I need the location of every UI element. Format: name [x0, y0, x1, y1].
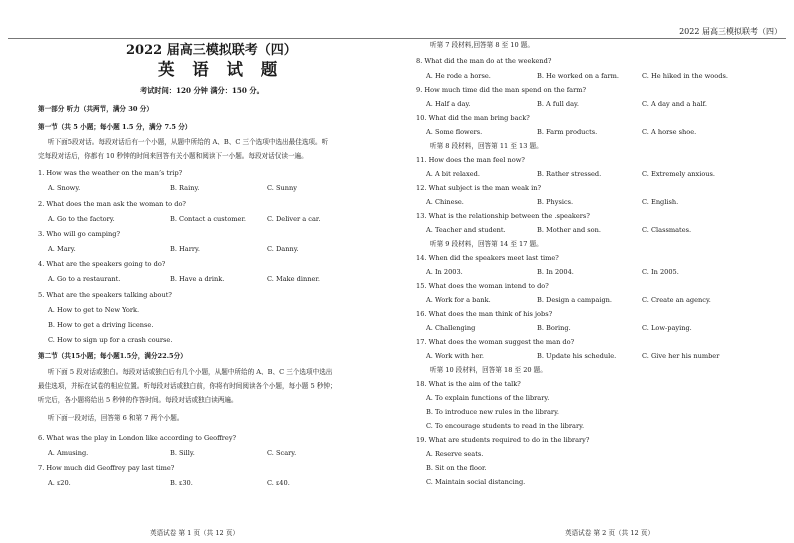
option: A. Chinese.: [426, 198, 464, 206]
option: C. Scary.: [267, 449, 297, 457]
option: C. Sunny: [267, 184, 297, 192]
option: A. Mary.: [48, 245, 76, 253]
option: C. Extremely anxious.: [642, 170, 716, 178]
option: C. Maintain social distancing.: [426, 478, 526, 486]
question: 3. Who will go camping?: [38, 230, 121, 238]
option: A. Teacher and student.: [426, 226, 506, 234]
option: C. Deliver a car.: [267, 215, 321, 223]
option: B. To introduce new rules in the library.: [426, 408, 560, 416]
option: C. English.: [642, 198, 679, 206]
option: B. Silly.: [170, 449, 195, 457]
page-header: [0, 0, 794, 40]
option: B. ₤30.: [170, 479, 193, 487]
listening-note: 听第 7 段材料,回答第 8 至 10 题。: [430, 41, 534, 49]
option: B. A full day.: [537, 100, 579, 108]
option: B. Update his schedule.: [537, 352, 617, 360]
option: B. Have a drink.: [170, 275, 225, 283]
option: A. A bit relaxed.: [426, 170, 480, 178]
header-divider: [8, 38, 786, 39]
option: A. Challenging: [426, 324, 476, 332]
option: B. Mother and son.: [537, 226, 601, 234]
question: 10. What did the man bring back?: [416, 114, 530, 122]
option: A. Work with her.: [426, 352, 484, 360]
page-footer-right: 英语试卷 第 2 页（共 12 页）: [565, 529, 655, 537]
option: C. To encourage students to read in the library.: [426, 422, 585, 430]
question: 15. What does the woman intend to do?: [416, 282, 549, 290]
question: 11. How does the man feel now?: [416, 156, 525, 164]
option: B. Design a campaign.: [537, 296, 613, 304]
exam-info: 考试时间：120 分钟 满分：150 分。: [140, 86, 264, 95]
subject-title: 英 语 试 题: [158, 60, 284, 79]
exam-title: 2022 届高三模拟联考（四）: [126, 43, 297, 58]
option: B. Boring.: [537, 324, 571, 332]
option: A. ₤20.: [48, 479, 71, 487]
question: 1. How was the weather on the man’s trip?: [38, 169, 183, 177]
question: 8. What did the man do at the weekend?: [416, 57, 552, 65]
option: C. ₤40.: [267, 479, 290, 487]
option: C. Low-paying.: [642, 324, 692, 332]
question: 18. What is the aim of the talk?: [416, 380, 521, 388]
section-heading: 第一节（共 5 小题；每小题 1.5 分，满分 7.5 分）: [38, 123, 192, 131]
option: B. He worked on a farm.: [537, 72, 619, 80]
option: C. Give her his number: [642, 352, 720, 360]
option: A. Go to a restaurant.: [48, 275, 121, 283]
option: C. Create an agency.: [642, 296, 711, 304]
listening-note: 听第 10 段材料，回答第 18 至 20 题。: [430, 366, 547, 374]
option: A. Half a day.: [426, 100, 471, 108]
question: 19. What are students required to do in the library?: [416, 436, 590, 444]
option: C. A day and a half.: [642, 100, 707, 108]
option: A. He rode a horse.: [426, 72, 491, 80]
question: 17. What does the woman suggest the man do?: [416, 338, 575, 346]
option: A. Go to the factory.: [48, 215, 115, 223]
option: B. Rainy.: [170, 184, 200, 192]
option: B. In 2004.: [537, 268, 574, 276]
listening-note: 听下面一段对话，回答第 6 和第 7 两个小题。: [48, 414, 184, 422]
question: 13. What is the relationship between the .speakers?: [416, 212, 590, 220]
option: A. Snowy.: [48, 184, 81, 192]
part-heading: 第一部分 听力（共两节，满分 30 分）: [38, 105, 153, 113]
instructions: 听下面5段对话。每段对话后有一个小题，从题中所给的 A、B、C 三个选项中选出最佳选项。听: [48, 138, 329, 146]
question: 2. What does the man ask the woman to do?: [38, 200, 186, 208]
option: C. Danny.: [267, 245, 299, 253]
option: B. Rather stressed.: [537, 170, 602, 178]
option: C. In 2005.: [642, 268, 679, 276]
option: C. How to sign up for a crash course.: [48, 336, 173, 344]
listening-note: 听第 9 段材料，回答第 14 至 17 题。: [430, 240, 543, 248]
option: B. Sit on the floor.: [426, 464, 487, 472]
question: 7. How much did Geoffrey pay last time?: [38, 464, 175, 472]
option: B. Physics.: [537, 198, 574, 206]
instructions: 听完后，各小题将给出 5 秒钟的作答时间。每段对话或独白读两遍。: [38, 396, 238, 404]
option: C. He hiked in the woods.: [642, 72, 728, 80]
option: C. Classmates.: [642, 226, 692, 234]
option: C. Make dinner.: [267, 275, 320, 283]
option: A. To explain functions of the library.: [426, 394, 550, 402]
option: A. Amusing.: [48, 449, 89, 457]
section-heading: 第二节（共15小题；每小题1.5分，满分22.5分）: [38, 352, 187, 360]
option: B. How to get a driving license.: [48, 321, 154, 329]
option: A. Some flowers.: [426, 128, 483, 136]
option: A. Work for a bank.: [426, 296, 491, 304]
question: 14. When did the speakers meet last time?: [416, 254, 559, 262]
instructions: 完每段对话后，你都有 10 秒钟的时间来回答有关小题和阅读下一小题。每段对话仅读一遍。: [38, 152, 308, 160]
instructions: 听下面 5 段对话或独白。每段对话或独白后有几个小题，从题中所给的 A、B、C 三个选项中选出: [48, 368, 333, 376]
page-footer-left: 英语试卷 第 1 页（共 12 页）: [150, 529, 240, 537]
instructions: 最佳选项，并标在试卷的相应位置。听每段对话或独白前，你将有时间阅读各个小题，每小题 5 秒钟；: [38, 382, 337, 390]
question: 4. What are the speakers going to do?: [38, 260, 166, 268]
option: A. How to get to New York.: [48, 306, 140, 314]
option: B. Harry.: [170, 245, 200, 253]
option: B. Farm products.: [537, 128, 598, 136]
option: B. Contact a customer.: [170, 215, 246, 223]
question: 6. What was the play in London like according to Geoffrey?: [38, 434, 237, 442]
header-exam-title: 2022 届高三模拟联考（四）: [679, 27, 782, 36]
option: C. A horse shoe.: [642, 128, 697, 136]
option: A. In 2003.: [426, 268, 463, 276]
listening-note: 听第 8 段材料，回答第 11 至 13 题。: [430, 142, 543, 150]
question: 16. What does the man think of his jobs?: [416, 310, 553, 318]
question: 9. How much time did the man spend on the farm?: [416, 86, 587, 94]
question: 5. What are the speakers talking about?: [38, 291, 172, 299]
question: 12. What subject is the man weak in?: [416, 184, 541, 192]
option: A. Reserve seats.: [426, 450, 484, 458]
